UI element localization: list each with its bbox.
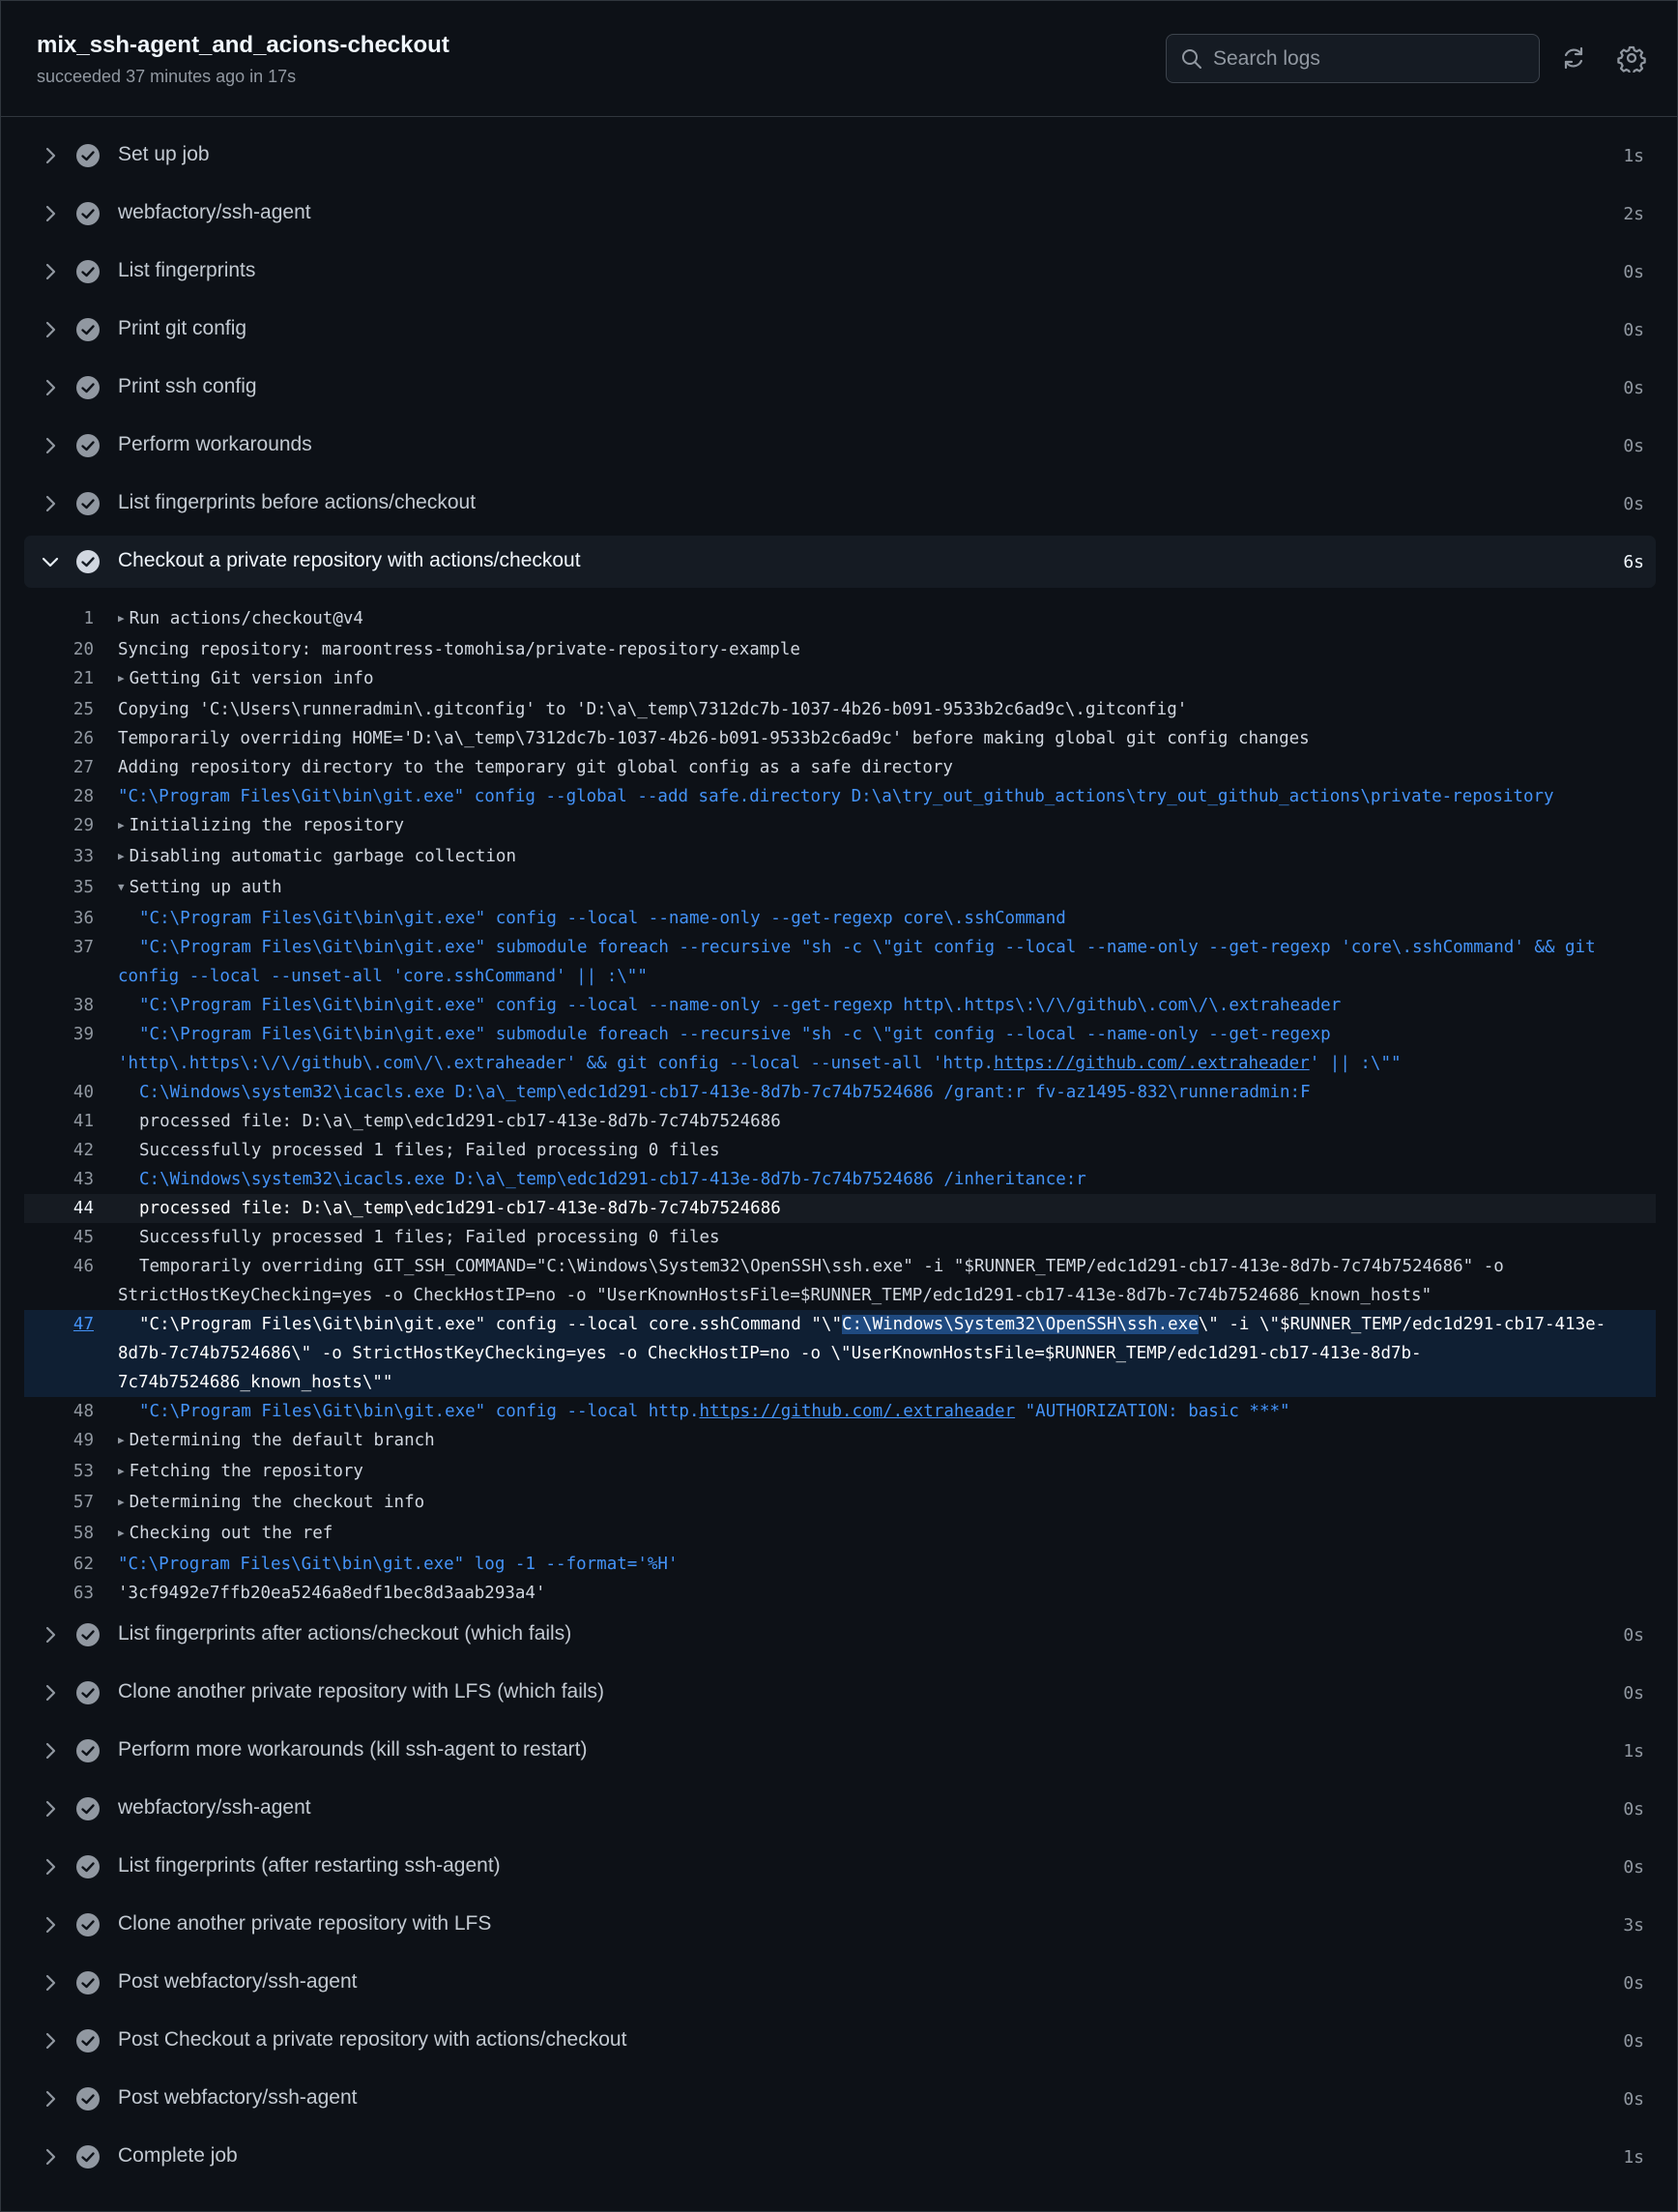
check-circle-icon (75, 259, 101, 284)
log-text: "C:\Program Files\Git\bin\git.exe" config --global --add safe.directory D:\a\try_out_github_actions\try_out_github_actions\private-repository (118, 787, 1554, 806)
chevron-right-icon (39, 492, 62, 515)
step-name: Perform workarounds (118, 433, 312, 455)
line-number[interactable]: 37 (72, 938, 94, 957)
log-line[interactable] (24, 1165, 1656, 1194)
step-duration: 2s (1623, 204, 1644, 224)
check-circle-icon (75, 201, 101, 226)
step-duration: 0s (1623, 320, 1644, 340)
job-title: mix_ssh-agent_and_acions-checkout (37, 32, 449, 58)
log-link[interactable]: https://github.com/.extraheader (699, 1402, 1016, 1421)
log-text-part: "C:\Program Files\Git\bin\git.exe" config --local core.sshCommand "\" (139, 1315, 842, 1334)
log-text-wrap: 7c74b7524686_known_hosts\"" (118, 1373, 393, 1392)
step-row[interactable] (24, 188, 1656, 240)
step-name: Post Checkout a private repository with actions/checkout (118, 2028, 627, 2051)
log-group-toggle[interactable] (118, 1488, 1645, 1519)
step-row-expanded[interactable] (24, 536, 1656, 588)
check-circle-icon (75, 2086, 101, 2111)
step-duration: 0s (1623, 1683, 1644, 1703)
selected-text: C:\Windows\System32\OpenSSH\ssh.exe (841, 1315, 1199, 1334)
check-circle-icon (75, 549, 101, 574)
check-circle-icon (75, 317, 101, 342)
log-line[interactable] (24, 782, 1656, 811)
log-line[interactable] (24, 1426, 1656, 1457)
step-row[interactable] (24, 420, 1656, 472)
log-text-wrap (118, 1049, 1645, 1078)
line-number[interactable]: 62 (72, 1555, 94, 1574)
step-name: List fingerprints before actions/checkout (118, 491, 477, 513)
step-name: Complete job (118, 2144, 238, 2167)
log-text: processed file: D:\a\_temp\edc1d291-cb17-413e-8d7b-7c74b7524686 (139, 1199, 781, 1218)
step-duration: 1s (1623, 2147, 1644, 2168)
log-line[interactable] (24, 604, 1656, 635)
log-line[interactable] (24, 1550, 1656, 1579)
check-circle-icon (75, 1970, 101, 1995)
step-row[interactable] (24, 1783, 1656, 1835)
refresh-icon (1559, 44, 1588, 73)
line-number[interactable]: 29 (72, 816, 94, 835)
step-name: List fingerprints (after restarting ssh-agent) (118, 1854, 501, 1877)
check-circle-icon (75, 1854, 101, 1879)
log-text: C:\Windows\system32\icacls.exe D:\a\_temp\edc1d291-cb17-413e-8d7b-7c74b7524686 /inheritance:r (139, 1170, 1086, 1189)
log-text: Run actions/checkout@v4 (129, 609, 363, 628)
log-group-toggle[interactable] (118, 1457, 1645, 1488)
log-text: Fetching the repository (129, 1462, 363, 1481)
chevron-right-icon (39, 376, 62, 399)
step-row[interactable] (24, 362, 1656, 414)
line-number[interactable]: 38 (72, 996, 94, 1015)
step-duration: 0s (1623, 2031, 1644, 2052)
chevron-right-icon (39, 318, 62, 341)
step-duration: 0s (1623, 1857, 1644, 1877)
log-text-wrap: config --local --unset-all 'core.sshCommand' || :\"" (118, 967, 648, 986)
log-line[interactable] (24, 1223, 1656, 1252)
log-text: Determining the default branch (129, 1431, 435, 1450)
log-line[interactable] (24, 1397, 1656, 1426)
chevron-right-icon (39, 144, 62, 167)
step-name: webfactory/ssh-agent (118, 201, 311, 223)
chevron-right-icon (39, 1913, 62, 1936)
step-name: List fingerprints (118, 259, 256, 281)
line-number[interactable]: 44 (72, 1199, 94, 1218)
chevron-right-icon (39, 1623, 62, 1646)
step-row[interactable] (24, 478, 1656, 530)
log-text-wrap: StrictHostKeyChecking=yes -o CheckHostIP=no -o "UserKnownHostsFile=$RUNNER_TEMP/edc1d291-cb17-413e-8d7b-7c74b7524686_known_hosts" (118, 1286, 1432, 1305)
line-number[interactable]: 39 (72, 1025, 94, 1044)
line-number[interactable]: 53 (72, 1462, 94, 1481)
line-number[interactable]: 26 (72, 729, 94, 748)
log-text: Successfully processed 1 files; Failed processing 0 files (139, 1228, 720, 1247)
chevron-right-icon (39, 1797, 62, 1820)
step-row[interactable] (24, 1899, 1656, 1951)
line-number[interactable]: 33 (72, 847, 94, 866)
line-number[interactable]: 35 (72, 878, 94, 897)
step-duration: 0s (1623, 436, 1644, 456)
check-circle-icon (75, 1912, 101, 1937)
line-number[interactable]: 49 (72, 1431, 94, 1450)
line-number[interactable]: 58 (72, 1524, 94, 1543)
log-line[interactable] (24, 1020, 1656, 1078)
log-text: C:\Windows\system32\icacls.exe D:\a\_temp\edc1d291-cb17-413e-8d7b-7c74b7524686 /grant:r fv-az1495-832\runneradmin:F (139, 1083, 1311, 1102)
log-text: processed file: D:\a\_temp\edc1d291-cb17-413e-8d7b-7c74b7524686 (139, 1112, 781, 1131)
log-text: "C:\Program Files\Git\bin\git.exe" log -1 --format='%H' (118, 1555, 679, 1574)
check-circle-icon (75, 1622, 101, 1647)
line-number[interactable]: 27 (72, 758, 94, 777)
step-name: webfactory/ssh-agent (118, 1796, 311, 1819)
chevron-right-icon (39, 434, 62, 457)
log-line[interactable] (24, 904, 1656, 933)
log-group-toggle[interactable] (118, 1426, 1645, 1457)
chevron-right-icon (39, 2145, 62, 2168)
step-row[interactable] (24, 130, 1656, 182)
chevron-right-icon (39, 2029, 62, 2052)
log-line[interactable] (24, 635, 1656, 664)
log-line[interactable] (24, 1078, 1656, 1107)
log-line-hovered[interactable] (24, 1194, 1656, 1223)
log-text-part: ' || :\"" (1309, 1054, 1402, 1073)
log-text-part: "C:\Program Files\Git\bin\git.exe" config --local http. (139, 1402, 700, 1421)
line-number[interactable]: 36 (72, 909, 94, 928)
check-circle-icon (75, 1796, 101, 1821)
log-text: Disabling automatic garbage collection (129, 847, 516, 866)
line-number[interactable]: 43 (72, 1170, 94, 1189)
step-duration: 0s (1623, 1973, 1644, 1994)
log-line[interactable] (24, 1252, 1656, 1310)
log-line[interactable] (24, 753, 1656, 782)
log-text: Checking out the ref (129, 1524, 333, 1543)
log-line-selected[interactable] (24, 1310, 1656, 1397)
log-line[interactable] (24, 842, 1656, 873)
log-text: "C:\Program Files\Git\bin\git.exe" config --local --name-only --get-regexp core\.sshCommand (139, 909, 1066, 928)
step-duration: 1s (1623, 146, 1644, 166)
step-duration: 1s (1623, 1741, 1644, 1761)
line-number[interactable]: 57 (72, 1493, 94, 1512)
line-number[interactable]: 45 (72, 1228, 94, 1247)
step-row[interactable] (24, 1609, 1656, 1661)
step-name: Print git config (118, 317, 247, 339)
step-name: Post webfactory/ssh-agent (118, 2086, 358, 2109)
log-group-toggle[interactable] (118, 1519, 1645, 1550)
log-line[interactable] (24, 933, 1656, 991)
chevron-right-icon (39, 1739, 62, 1762)
log-link[interactable]: https://github.com/.extraheader (994, 1054, 1310, 1073)
log-group-toggle[interactable] (118, 604, 1645, 635)
log-text (118, 1397, 1645, 1426)
log-line[interactable] (24, 1519, 1656, 1550)
log-text: "C:\Program Files\Git\bin\git.exe" submodule foreach --recursive "sh -c \"git config --local --name-only --get-regexp 'core\.sshCommand' && git (139, 938, 1596, 957)
step-name: Post webfactory/ssh-agent (118, 1970, 358, 1993)
gear-icon (1617, 44, 1646, 73)
log-group-toggle[interactable] (118, 811, 1645, 842)
job-status: succeeded 37 minutes ago in 17s (37, 67, 297, 86)
log-text: "C:\Program Files\Git\bin\git.exe" config --local --name-only --get-regexp http\.https\:\/\/github\.com\/\.extraheader (139, 996, 1342, 1015)
step-name: Print ssh config (118, 375, 257, 397)
check-circle-icon (75, 375, 101, 400)
log-group-toggle[interactable] (118, 664, 1645, 695)
line-number[interactable]: 48 (72, 1402, 94, 1421)
check-circle-icon (75, 491, 101, 516)
step-duration: 0s (1623, 494, 1644, 514)
step-name: List fingerprints after actions/checkout (which fails) (118, 1622, 572, 1644)
chevron-right-icon (39, 1855, 62, 1878)
step-row[interactable] (24, 246, 1656, 298)
step-row[interactable] (24, 1841, 1656, 1893)
log-text-wrap: 8d7b-7c74b7524686\" -o StrictHostKeyChecking=yes -o CheckHostIP=no -o \"UserKnownHostsFile=$RUNNER_TEMP/edc1d291-cb17-413e-8d7b- (118, 1344, 1422, 1363)
line-number[interactable]: 40 (72, 1083, 94, 1102)
log-text-part: \" -i \"$RUNNER_TEMP/edc1d291-cb17-413e- (1198, 1315, 1606, 1334)
log-text: Temporarily overriding HOME='D:\a\_temp\7312dc7b-1037-4b26-b091-9533b2c6ad9c' before making global git config changes (118, 729, 1310, 748)
step-duration: 3s (1623, 1915, 1644, 1936)
log-line[interactable] (24, 695, 1656, 724)
settings-button[interactable] (1617, 44, 1646, 73)
step-duration: 0s (1623, 2089, 1644, 2110)
log-text: Setting up auth (129, 878, 282, 897)
check-circle-icon (75, 2028, 101, 2053)
step-row[interactable] (24, 1957, 1656, 2009)
line-number[interactable]: 21 (72, 669, 94, 688)
step-duration: 0s (1623, 1799, 1644, 1819)
chevron-right-icon (39, 1681, 62, 1704)
log-line[interactable] (24, 873, 1656, 904)
chevron-right-icon (39, 260, 62, 283)
log-line[interactable] (24, 724, 1656, 753)
step-duration: 0s (1623, 262, 1644, 282)
step-row[interactable] (24, 2131, 1656, 2183)
log-line[interactable] (24, 1488, 1656, 1519)
check-circle-icon (75, 2144, 101, 2169)
refresh-button[interactable] (1559, 44, 1588, 73)
line-number[interactable]: 41 (72, 1112, 94, 1131)
chevron-down-icon (39, 550, 62, 573)
line-number[interactable]: 28 (72, 787, 94, 806)
log-output (24, 604, 1656, 1608)
log-text: Adding repository directory to the temporary git global config as a safe directory (118, 758, 953, 777)
step-row[interactable] (24, 1667, 1656, 1719)
step-row[interactable] (24, 304, 1656, 356)
line-number-link[interactable]: 47 (72, 1315, 94, 1334)
step-name: Clone another private repository with LFS (which fails) (118, 1680, 605, 1703)
log-line[interactable] (24, 1579, 1656, 1608)
line-number[interactable]: 46 (72, 1257, 94, 1276)
step-row[interactable] (24, 1725, 1656, 1777)
log-text: Syncing repository: maroontress-tomohisa/private-repository-example (118, 640, 800, 659)
log-line[interactable] (24, 811, 1656, 842)
line-number[interactable]: 42 (72, 1141, 94, 1160)
check-circle-icon (75, 433, 101, 458)
log-group-toggle[interactable] (118, 842, 1645, 873)
check-circle-icon (75, 1680, 101, 1705)
log-line[interactable] (24, 664, 1656, 695)
line-number[interactable]: 20 (72, 640, 94, 659)
log-text: Copying 'C:\Users\runneradmin\.gitconfig' to 'D:\a\_temp\7312dc7b-1037-4b26-b091-9533b2c6ad9c\.gitconfig' (118, 700, 1188, 719)
step-duration: 0s (1623, 1625, 1644, 1645)
log-text: Getting Git version info (129, 669, 374, 688)
check-circle-icon (75, 1738, 101, 1763)
line-number[interactable]: 25 (72, 700, 94, 719)
step-duration: 6s (1623, 552, 1644, 572)
search-logs-box[interactable] (1166, 34, 1540, 83)
log-text-part: 'http\.https\:\/\/github\.com\/\.extraheader' && git config --local --unset-all 'http. (118, 1054, 995, 1073)
log-text: Initializing the repository (129, 816, 405, 835)
step-row[interactable] (24, 2015, 1656, 2067)
log-text: Temporarily overriding GIT_SSH_COMMAND="C:\Windows\System32\OpenSSH\ssh.exe" -i "$RUNNER_TEMP/edc1d291-cb17-413e-8d7b-7c74b7524686" -o (139, 1257, 1504, 1276)
log-group-toggle[interactable] (118, 873, 1645, 904)
log-line[interactable] (24, 1107, 1656, 1136)
chevron-right-icon (39, 202, 62, 225)
line-number[interactable]: 1 (83, 609, 94, 628)
log-line[interactable] (24, 991, 1656, 1020)
chevron-right-icon (39, 1971, 62, 1994)
log-text: "C:\Program Files\Git\bin\git.exe" submodule foreach --recursive "sh -c \"git config --local --name-only --get-regexp (139, 1025, 1331, 1044)
log-line[interactable] (24, 1457, 1656, 1488)
log-text: '3cf9492e7ffb20ea5246a8edf1bec8d3aab293a4' (118, 1584, 546, 1603)
step-name: Checkout a private repository with actions/checkout (118, 549, 581, 571)
check-circle-icon (75, 143, 101, 168)
step-name: Perform more workarounds (kill ssh-agent to restart) (118, 1738, 588, 1761)
line-number[interactable]: 63 (72, 1584, 94, 1603)
job-header (1, 1, 1678, 117)
log-text (118, 1310, 1645, 1339)
log-line[interactable] (24, 1136, 1656, 1165)
step-name: Set up job (118, 143, 210, 165)
log-text: Determining the checkout info (129, 1493, 425, 1512)
search-logs-input[interactable] (1213, 35, 1532, 82)
step-row[interactable] (24, 2073, 1656, 2125)
chevron-right-icon (39, 2087, 62, 2110)
step-name: Clone another private repository with LFS (118, 1912, 492, 1935)
step-duration: 0s (1623, 378, 1644, 398)
log-text: Successfully processed 1 files; Failed processing 0 files (139, 1141, 720, 1160)
log-text-part: "AUTHORIZATION: basic ***" (1015, 1402, 1290, 1421)
search-icon (1180, 47, 1203, 71)
